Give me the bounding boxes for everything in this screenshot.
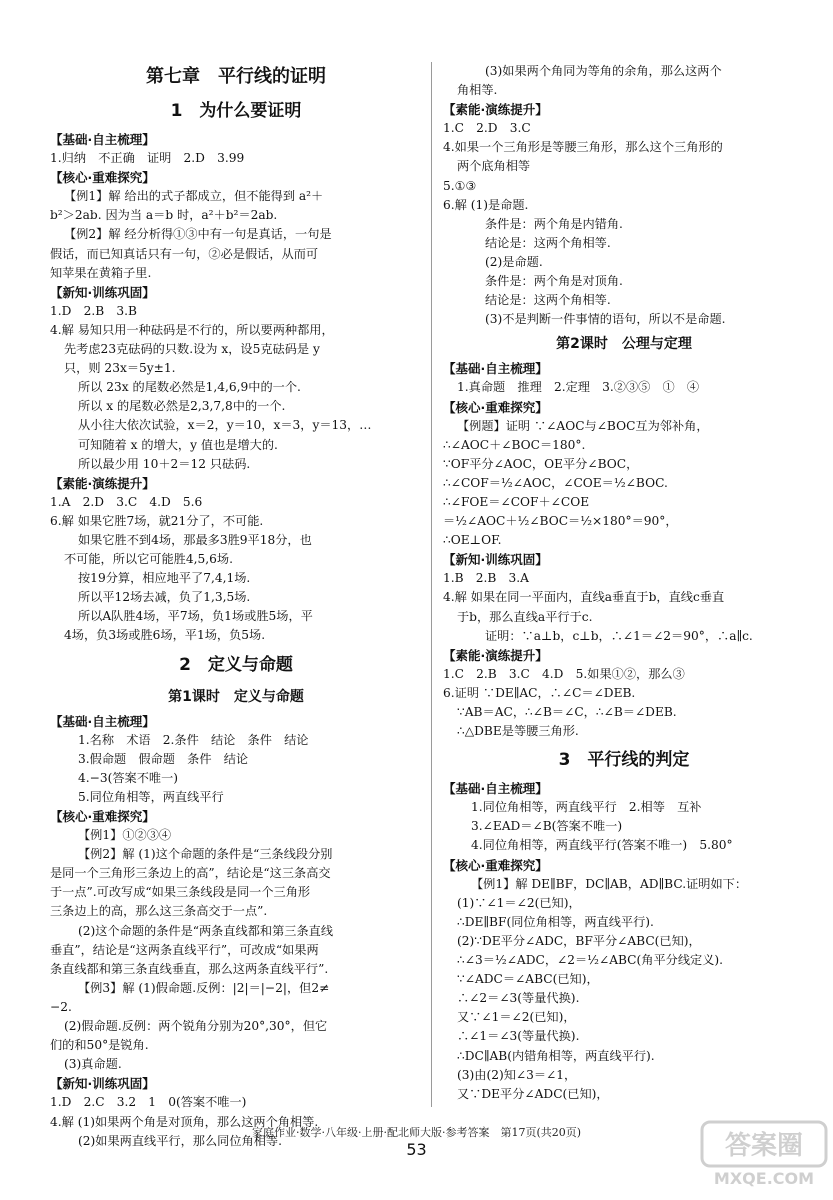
- lesson-1-title: 第1课时 定义与命题: [168, 688, 304, 705]
- answer-line: (3)由(2)知∠3＝∠1，: [457, 1067, 577, 1082]
- block-heading: 【核心·重难探究】: [443, 399, 548, 415]
- answer-line: ∴∠AOC＋∠BOC＝180°.: [443, 437, 586, 452]
- answer-block: [50, 130, 422, 168]
- watermark-logo: [700, 1120, 828, 1190]
- answer-line: 4.如果一个三角形是等腰三角形，那么这个三角形的: [443, 140, 723, 155]
- answer-line: 又∵DE平分∠ADC(已知)，: [457, 1086, 609, 1101]
- answer-line: 6.证明 ∵DE∥AC，∴∠C＝∠DEB.: [443, 685, 636, 700]
- answer-line: 所以平12场去减，负了1,3,5场.: [78, 590, 251, 605]
- block-heading: 【素能·演练提升】: [443, 647, 548, 663]
- answer-line: ∵AB＝AC，∴∠B＝∠C，∴∠B＝∠DEB.: [457, 705, 677, 719]
- answer-line: ∴∠FOE＝∠COF＋∠COE: [443, 494, 590, 509]
- answer-line: (2)如果两直线平行，那么同位角相等.: [78, 1133, 282, 1148]
- answer-line: 于一点”.可改写成“如果三条线段是同一个三角形: [50, 885, 311, 900]
- answer-line: 1.A 2.D 3.C 4.D 5.6: [50, 494, 203, 509]
- answer-line: 4.同位角相等，两直线平行(答案不唯一) 5.80°: [471, 838, 733, 853]
- answer-line: 5.同位角相等，两直线平行: [78, 789, 224, 804]
- section-3-title: 3 平行线的判定: [558, 750, 690, 771]
- block-heading: 【核心·重难探究】: [50, 809, 155, 824]
- answer-line: 3.∠EAD＝∠B(答案不唯一): [471, 819, 623, 834]
- answer-line: ∴DC∥AB(内错角相等，两直线平行).: [457, 1048, 655, 1063]
- answer-line: ＝½∠AOC＋½∠BOC＝½×180°＝90°，: [443, 514, 678, 529]
- section-3-content: [443, 779, 805, 1104]
- answer-block: [443, 779, 805, 855]
- block-heading: 【基础·自主梳理】: [443, 781, 548, 797]
- answer-line: 条件是：两个角是对顶角.: [485, 274, 623, 289]
- answer-line: 1.真命题 推理 2.定理 3.②③⑤ ① ④: [457, 380, 700, 395]
- answer-line: ∴△DBE是等腰三角形.: [457, 724, 579, 739]
- answer-line: 【例2】解 经分析得①③中有一句是真话，一句是: [64, 227, 332, 242]
- answer-line: 可知随着 x 的增大，y 值也是增大的.: [78, 437, 278, 452]
- section-1-title: 1 为什么要证明: [170, 101, 302, 121]
- left-column: [50, 62, 422, 1151]
- answer-line: 5.①③: [443, 178, 477, 193]
- block-heading: 【核心·重难探究】: [443, 857, 548, 873]
- answer-line: 从小往大依次试验，x＝2，y＝10，x＝3，y＝13，…: [78, 418, 372, 433]
- answer-line: ∵∠ADC＝∠ABC(已知)，: [457, 972, 599, 987]
- answer-line: (3)不是判断一件事情的语句，所以不是命题.: [485, 312, 726, 327]
- section-2-title: 2 定义与命题: [179, 654, 293, 675]
- answer-line: 【例1】解 给出的式子都成立，但不能得到 a²＋: [64, 189, 324, 204]
- answer-line: −2.: [50, 999, 72, 1014]
- answer-block: [50, 474, 422, 646]
- answer-line: ∴OE⊥OF.: [443, 533, 502, 548]
- answer-line: 只，则 23x＝5y±1.: [64, 361, 176, 376]
- answer-line: 1.C 2.B 3.C 4.D 5.如果①②，那么③: [443, 666, 685, 681]
- answer-line: 两个底角相等: [457, 159, 531, 174]
- answer-line: 【例2】解 (1)这个命题的条件是“三条线段分别: [78, 847, 333, 862]
- answer-line: 垂直”，结论是“这两条直线平行”，可改成“如果两: [50, 942, 319, 957]
- answer-line: 1.D 2.C 3.2 1 0(答案不唯一): [50, 1095, 247, 1110]
- answer-line: (3)如果两个角同为等角的余角，那么这两个: [485, 64, 722, 78]
- answer-line: 6.解 (1)是命题.: [443, 197, 529, 212]
- answer-block: [50, 283, 422, 474]
- answer-line: 3.假命题 假命题 条件 结论: [78, 751, 249, 766]
- answer-line: 是同一个三角形三条边上的高”，结论是“这三条高交: [50, 866, 331, 881]
- answer-line: ∴∠3＝½∠ADC，∠2＝½∠ABC(角平分线定义).: [457, 953, 724, 968]
- answer-line: 结论是：这两个角相等.: [485, 293, 611, 308]
- answer-line: 又∵∠1＝∠2(已知)，: [457, 1010, 576, 1025]
- block-heading: 【素能·演练提升】: [443, 102, 548, 118]
- answer-line: 【例1】解 DE∥BF，DC∥AB，AD∥BC.证明如下：: [471, 876, 748, 891]
- answer-line: 所以 x 的尾数必然是2,3,7,8中的一个.: [78, 399, 286, 414]
- answer-line: 不可能，所以它可能胜4,5,6场.: [64, 552, 233, 567]
- answer-line: 4.解 (1)如果两个角是对顶角，那么这两个角相等.: [50, 1114, 319, 1129]
- answer-line: 如果它胜不到4场，那最多3胜9平18分，也: [78, 532, 312, 547]
- answer-line: 们的和50°是锐角.: [50, 1038, 149, 1053]
- answer-line: 6.解 如果它胜7场，就21分了，不可能.: [50, 513, 264, 528]
- lesson-1-rest: [443, 100, 805, 329]
- answer-line: ∵OF平分∠AOC，OE平分∠BOC，: [443, 456, 639, 471]
- answer-line: 条直线都和第三条直线垂直，那么这两条直线平行”.: [50, 961, 329, 976]
- continued-answer: [443, 62, 805, 100]
- answer-line: 条件是：两个角是内错角.: [485, 216, 623, 231]
- answer-line: (3)真命题.: [64, 1057, 122, 1072]
- answer-line: 于b，那么直线a平行于c.: [457, 609, 593, 624]
- answer-line: 1.归纳 不正确 证明 2.D 3.99: [50, 151, 245, 166]
- answer-line: 4.−3(答案不唯一): [78, 770, 179, 785]
- answer-block: [443, 100, 805, 329]
- answer-line: ∴∠1＝∠3(等量代换).: [457, 1029, 580, 1044]
- answer-line: 知苹果在黄箱子里.: [50, 265, 152, 280]
- answer-line: 所以A队胜4场，平7场，负1场或胜5场，平: [78, 609, 313, 624]
- answer-line: (1)∵∠1＝∠2(已知)，: [457, 895, 581, 910]
- answer-line: 证明：∵a⊥b，c⊥b，∴∠1＝∠2＝90°，∴a∥c.: [485, 628, 753, 643]
- column-divider: [431, 62, 432, 1107]
- answer-block: [443, 550, 805, 645]
- answer-line: ∴∠2＝∠3(等量代换).: [457, 991, 580, 1006]
- answer-line: 假话，而已知真话只有一句，②必是假话，从而可: [50, 246, 319, 261]
- answer-block: [50, 712, 422, 807]
- lesson-2-title: 第2课时 公理与定理: [556, 336, 692, 353]
- answer-line: (2)假命题.反例：两个锐角分别为20°,30°，但它: [64, 1019, 328, 1034]
- answer-block: [443, 359, 805, 397]
- answer-line: 4场，负3场或胜6场，平1场，负5场.: [64, 628, 266, 643]
- answer-block: [50, 168, 422, 283]
- answer-line: ∴DE∥BF(同位角相等，两直线平行).: [457, 914, 654, 929]
- answer-line: (2)∵DE平分∠ADC，BF平分∠ABC(已知)，: [457, 933, 701, 948]
- answer-line: 4.解 如果在同一平面内，直线a垂直于b，直线c垂直: [443, 590, 725, 605]
- block-heading: 【基础·自主梳理】: [50, 132, 155, 147]
- answer-line: 4.解 易知只用一种砝码是不行的，所以要两种都用，: [50, 322, 334, 337]
- answer-block: [443, 398, 805, 551]
- answer-block: [443, 856, 805, 1104]
- answer-line: 三条边上的高，那么这三条高交于一点”.: [50, 904, 268, 919]
- answer-line: (2)是命题.: [485, 254, 543, 269]
- answer-block: [443, 646, 805, 741]
- chapter-title: 第七章 平行线的证明: [146, 66, 326, 87]
- answer-line: 1.同位角相等，两直线平行 2.相等 互补: [471, 800, 702, 815]
- block-heading: 【核心·重难探究】: [50, 170, 155, 186]
- answer-line: (2)这个命题的条件是“两条直线都和第三条直线: [78, 923, 334, 938]
- block-heading: 【新知·训练巩固】: [443, 552, 548, 568]
- answer-line: 【例1】①②③④: [78, 828, 172, 843]
- lesson-2-content: [443, 359, 805, 741]
- watermark-text: 答案圈: [724, 1131, 804, 1161]
- answer-line: 1.B 2.B 3.A: [443, 571, 529, 586]
- block-heading: 【素能·演练提升】: [50, 475, 155, 491]
- answer-line: b²＞2ab. 因为当 a＝b 时，a²＋b²＝2ab.: [50, 208, 278, 223]
- answer-line: ∴∠COF＝½∠AOC，∠COE＝½∠BOC.: [443, 475, 668, 490]
- answer-line: 先考虑23克砝码的只数.设为 x，设5克砝码是 y: [64, 342, 320, 357]
- block-heading: 【新知·训练巩固】: [50, 1076, 155, 1092]
- answer-line: 所以 23x 的尾数必然是1,4,6,9中的一个.: [78, 380, 301, 395]
- answer-line: 1.名称 术语 2.条件 结论 条件 结论: [78, 732, 309, 747]
- page-footer: 家庭作业·数学·八年级·上册·配北师大版·参考答案 第17页(共20页): [251, 1126, 582, 1139]
- answer-line: 按19分算，相应地平了7,4,1场.: [78, 571, 251, 586]
- block-heading: 【基础·自主梳理】: [443, 361, 548, 377]
- answer-line: 结论是：这两个角相等.: [485, 235, 611, 250]
- answer-line: 1.D 2.B 3.B: [50, 303, 137, 318]
- right-column: [443, 62, 805, 1104]
- page-number: 53: [406, 1140, 427, 1159]
- answer-line: 所以最少用 10＋2＝12 只砝码.: [78, 456, 251, 471]
- section-1-content: [50, 130, 422, 646]
- answer-line: 【例3】解 (1)假命题.反例：|2|＝|−2|，但2≠: [78, 980, 330, 995]
- block-heading: 【新知·训练巩固】: [50, 284, 155, 300]
- answer-line: 【例题】证明 ∵∠AOC与∠BOC互为邻补角，: [457, 418, 709, 433]
- watermark-url: MXQE.COM: [713, 1169, 815, 1188]
- answer-line: 1.C 2.D 3.C: [443, 121, 531, 136]
- block-heading: 【基础·自主梳理】: [50, 713, 155, 729]
- answer-block: [50, 807, 422, 1074]
- answer-line: 角相等.: [457, 83, 498, 98]
- section-2-content: [50, 712, 422, 1151]
